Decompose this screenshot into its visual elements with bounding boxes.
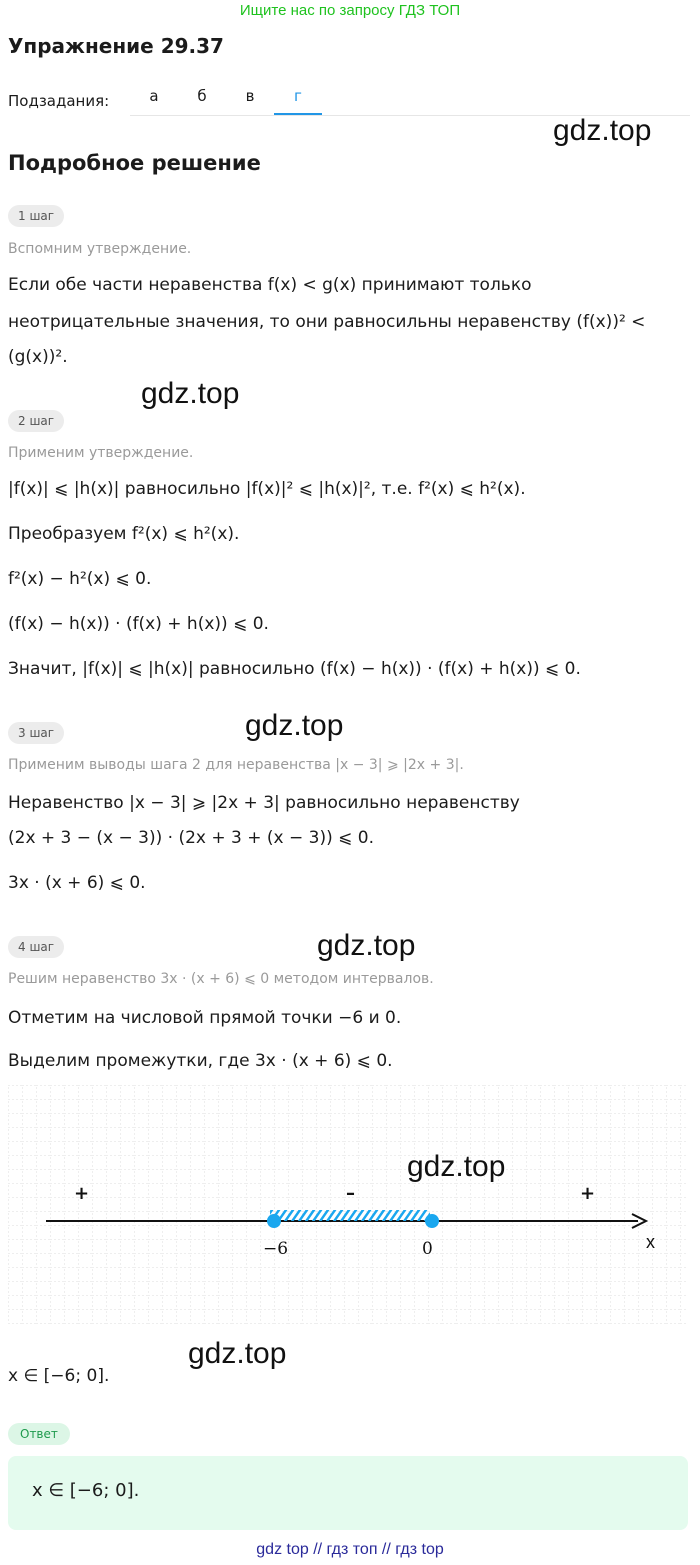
number-line-diagram [8, 1085, 688, 1325]
step-2-line-5: Значит, |f(x)| ⩽ |h(x)| равносильно (f(x) − h(x)) · (f(x) + h(x)) ⩽ 0. [8, 659, 581, 679]
step-2-line-4: (f(x) − h(x)) · (f(x) + h(x)) ⩽ 0. [8, 614, 269, 634]
watermark: gdz.top [188, 1337, 287, 1370]
subtasks-bar [8, 86, 690, 116]
step-1-line-3: (g(x))². [8, 347, 68, 367]
step-1-badge: 1 шаг [8, 205, 64, 227]
sign-left: + [74, 1183, 90, 1204]
answer-text: x ∈ [−6; 0]. [32, 1480, 140, 1501]
step-3-hint: Применим выводы шага 2 для неравенства |x − 3| ⩾ |2x + 3|. [8, 757, 464, 773]
watermark: gdz.top [317, 929, 416, 962]
watermark: gdz.top [245, 709, 344, 742]
step-3-line-2: (2x + 3 − (x − 3)) · (2x + 3 + (x − 3)) ⩽ 0. [8, 828, 374, 848]
page-title: Упражнение 29.37 [8, 34, 224, 58]
footer-links[interactable]: gdz top // гдз топ // гдз top [256, 1541, 444, 1558]
point-label-0: 0 [422, 1239, 433, 1259]
result-line: x ∈ [−6; 0]. [8, 1366, 110, 1386]
step-1-line-2: неотрицательные значения, то они равносильны неравенству (f(x))² < [8, 312, 646, 332]
watermark: gdz.top [407, 1150, 506, 1183]
step-4-line-1: Отметим на числовой прямой точки −6 и 0. [8, 1008, 402, 1028]
step-3-line-1: Неравенство |x − 3| ⩾ |2x + 3| равносильно неравенству [8, 793, 520, 813]
search-banner: Ищите нас по запросу ГДЗ ТОП [239, 2, 461, 19]
step-1-line-1: Если обе части неравенства f(x) < g(x) принимают только [8, 275, 532, 295]
answer-box [8, 1456, 688, 1530]
step-3-badge: 3 шаг [8, 722, 64, 744]
solution-title: Подробное решение [8, 151, 261, 175]
subtask-tabs [130, 86, 690, 116]
step-2-line-3: f²(x) − h²(x) ⩽ 0. [8, 569, 152, 589]
watermark: gdz.top [553, 114, 652, 147]
axis-label: x [646, 1232, 655, 1252]
tab-v[interactable]: в [245, 87, 255, 105]
tab-a[interactable]: а [149, 87, 159, 105]
solution-interval-hatch [270, 1210, 430, 1221]
sign-right: + [580, 1183, 596, 1204]
step-1-hint: Вспомним утверждение. [8, 241, 192, 257]
tab-g[interactable]: г [274, 86, 322, 115]
answer-badge: Ответ [8, 1423, 70, 1445]
step-4-hint: Решим неравенство 3x · (x + 6) ⩽ 0 методом интервалов. [8, 971, 434, 987]
step-2-line-2: Преобразуем f²(x) ⩽ h²(x). [8, 524, 240, 544]
step-2-line-1: |f(x)| ⩽ |h(x)| равносильно |f(x)|² ⩽ |h(x)|², т.е. f²(x) ⩽ h²(x). [8, 479, 526, 499]
point-0 [425, 1214, 439, 1228]
step-4-line-2: Выделим промежутки, где 3x · (x + 6) ⩽ 0. [8, 1051, 393, 1071]
watermark: gdz.top [141, 377, 240, 410]
point-label-minus-6: −6 [263, 1239, 289, 1259]
point-minus-6 [267, 1214, 281, 1228]
sign-middle: – [346, 1183, 355, 1204]
step-3-line-3: 3x · (x + 6) ⩽ 0. [8, 873, 146, 893]
step-4-badge: 4 шаг [8, 936, 64, 958]
grid-background [8, 1085, 688, 1325]
step-2-badge: 2 шаг [8, 410, 64, 432]
subtasks-label: Подзадания: [8, 92, 110, 110]
step-2-hint: Применим утверждение. [8, 445, 194, 461]
tab-b[interactable]: б [197, 87, 207, 105]
